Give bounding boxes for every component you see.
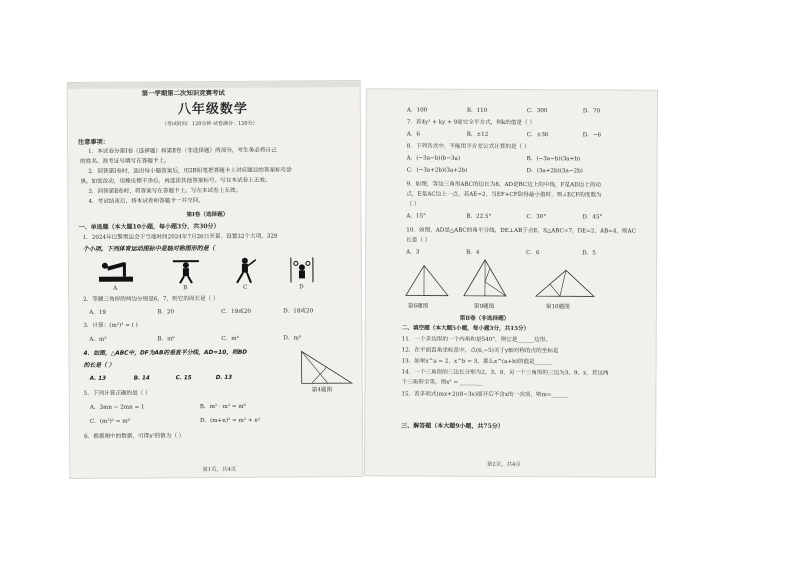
q5-option-c: C．(m³)² = m⁶: [89, 418, 130, 425]
note-line: 3．回答第Ⅱ卷时，将答案写在答题卡上。写在本试卷上无效。: [88, 187, 242, 195]
q10-figure-caption: 第10题图: [545, 304, 570, 311]
q10-option-d: D．5: [582, 250, 596, 257]
q8-option-c: C．(−3a+2b)(3a+2b): [406, 167, 468, 174]
q5-option-d: D．(m+n)² = m² + n²: [199, 417, 261, 425]
q10-option-a: A．3: [406, 249, 420, 256]
question-10-line-2: 长是（ ）: [406, 237, 431, 244]
q6-figure-caption: 第6题图: [407, 303, 429, 310]
q9-option-b: B．22.5°: [466, 213, 492, 220]
question-6: 6．根据图中的数据，可得x²的值为（ ）: [84, 433, 185, 440]
scan-edge: [68, 81, 360, 89]
question-1: 1．2024年巴黎奥运会于当地时间2024年7月26日开幕，设置32个大项，329: [82, 233, 278, 241]
q1-option-d: D: [299, 284, 304, 291]
question-4-handwritten: 4．如图，△ABC中，DF为AB的垂直平分线，AD=10，则BD: [83, 349, 248, 357]
q7-option-a: A．6: [406, 131, 420, 138]
q2-option-b: B．20: [157, 309, 175, 316]
note-line: 黑。如需改动，用橡皮擦干净后，再选涂其他答案标号。写在本试卷上无效。: [80, 177, 271, 185]
question-9: 9．如图，等边三角形ABC的边长为8，AD是BC边上的中线，F是AD边上的动: [406, 181, 602, 189]
q7-option-d: D．−6: [582, 132, 602, 139]
q1-option-b: B: [183, 285, 188, 292]
q9-figure-caption: 第9题图: [473, 303, 495, 310]
sport-icon-option-d: [287, 255, 317, 283]
q2-option-c: C．19或20: [221, 308, 251, 315]
section2-heading: 二、填空题（本大题5小题，每小题3分，共15分）: [401, 325, 530, 333]
q9-option-d: D．45°: [582, 214, 603, 221]
question-15: 15．若多项式(mx+2)(8−3x)展开后不含x的一次项，则m=______: [401, 391, 569, 399]
q10-figure: [532, 266, 598, 300]
q6-option-d: D．70: [582, 108, 601, 115]
q6-option-c: C．300: [526, 108, 548, 115]
sport-icon-option-b: [171, 256, 201, 284]
question-4-handwritten-2: 的长是（ ）: [83, 362, 115, 369]
q3-option-d: D．m⁹: [283, 335, 302, 342]
question-3: 3．计算：(m²)³ = ( ): [83, 322, 138, 329]
question-14-line-2: 个三角形全等，则x² = ________: [401, 379, 483, 386]
section3-heading: 三、解答题（本大题9小题，共75分）: [401, 422, 504, 430]
question-8: 8．下列各式中，不能用平方差公式计算的是（ ）: [406, 143, 530, 151]
note-line: 1．本试卷分第Ⅰ卷（选择题）和第Ⅱ卷（非选择题）两部分，考生务必将自己: [88, 147, 277, 155]
q3-option-c: C．m⁸: [221, 335, 239, 342]
q8-option-a: A．(−3a−b)(b−3a): [406, 155, 461, 162]
q1-option-c: C: [243, 284, 248, 291]
question-9-line-2: 点，E是AC边上一点，若AE=2，当EF+CF取得最小值时，则∠ECF的度数为: [406, 191, 602, 199]
question-1-handwritten: 个小项。下列体育运动图标中是轴对称图形的是（: [82, 245, 215, 253]
question-5: 5．下列计算正确的是（ ）: [83, 390, 151, 397]
q4-option-a: A. 13: [89, 375, 107, 382]
question-13: 13．如果x^a = 2，x^b = 3，那么x^(a+b)的值是______: [401, 358, 552, 366]
exam-info: （考试时间：120分钟 试卷满分：120分）: [161, 120, 258, 128]
q3-option-a: A．m⁵: [89, 336, 107, 343]
q5-option-b: B．m² · m³ = m⁶: [199, 403, 246, 411]
section1-heading: 一、单选题（本大题10小题，每小题3分，共30分）: [78, 222, 220, 231]
q7-option-b: B．±12: [466, 131, 489, 138]
note-line: 2．回答第Ⅰ卷时，选出每小题答案后，用2B铅笔把答题卡上对应题目的答案标号涂: [88, 167, 292, 175]
q4-option-b: B. 14: [133, 375, 150, 382]
q6-option-a: A．100: [406, 107, 428, 114]
question-7: 7．若4y² + ky + 9是完全平方式，则k的值是（ ）: [406, 119, 536, 127]
q7-option-c: C．±36: [526, 132, 549, 139]
q2-option-d: D．18或20: [283, 308, 314, 315]
q4-option-c: C. 15: [175, 375, 192, 382]
q10-option-c: C．6: [526, 250, 540, 257]
q9-option-c: C．30°: [526, 214, 547, 221]
question-11: 11．一个多边形的一个内角和是540°，则它是______边形。: [401, 336, 551, 344]
q4-figure-caption: 第4题图: [311, 387, 333, 394]
q3-option-b: B．m⁶: [157, 336, 175, 343]
q9-option-a: A．15°: [406, 213, 426, 220]
part2-heading: 第Ⅱ卷（非选择题）: [459, 315, 510, 322]
notes-title: 注意事项：: [78, 138, 110, 146]
exam-title: 八年级数学: [177, 101, 248, 118]
q6-figure: [402, 261, 452, 299]
page-footer: 第1页，共4页: [202, 466, 237, 474]
question-12: 12．在平面直角坐标系中，点(6,−5)关于y轴对称的点的坐标是: [401, 347, 559, 355]
q10-option-b: B．4: [466, 249, 480, 256]
left-exam-page: [68, 81, 363, 478]
note-line: 4．考试结束后，将本试卷和答题卡一并交回。: [88, 198, 204, 205]
question-9-line-3: （ ）: [406, 201, 420, 208]
q2-option-a: A．19: [89, 309, 107, 316]
part1-heading: 第Ⅰ卷（选择题）: [186, 211, 229, 219]
right-exam-page: [365, 89, 657, 477]
exam-header: 第一学期第二次知识竞赛考试: [141, 88, 225, 98]
q4-triangle-figure: [297, 347, 355, 387]
question-14: 14．一个三角形的三边长分别为2、3、9，另一个三角形的三边为3、9、x，若这两: [401, 369, 609, 377]
q4-option-d: D. 13: [215, 374, 233, 381]
q5-option-a: A．3mn − 2mn = 1: [89, 404, 145, 411]
question-2: 2．等腰三角形的两边分别是6，7，则它的周长是（ ）: [83, 295, 219, 303]
q9-figure: [460, 258, 510, 300]
sport-icon-option-c: [231, 256, 261, 284]
q8-option-b: B．(−3a−b)(3a+b): [526, 156, 581, 163]
q1-option-a: A: [113, 285, 118, 292]
sport-icon-option-a: [97, 257, 135, 285]
question-10: 10．如图，AD是△ABC的角平分线，DE⊥AB于点E，S△ABC=7，DE=2，AB=4，则AC: [406, 227, 636, 235]
page-footer: 第2页，共4页: [487, 461, 521, 469]
q6-option-b: B．110: [466, 107, 488, 114]
q8-option-d: D．(3a+2b)(3a−2b): [526, 168, 583, 175]
note-line: 的姓名、准考证号填写在答题卡上。: [80, 158, 170, 165]
